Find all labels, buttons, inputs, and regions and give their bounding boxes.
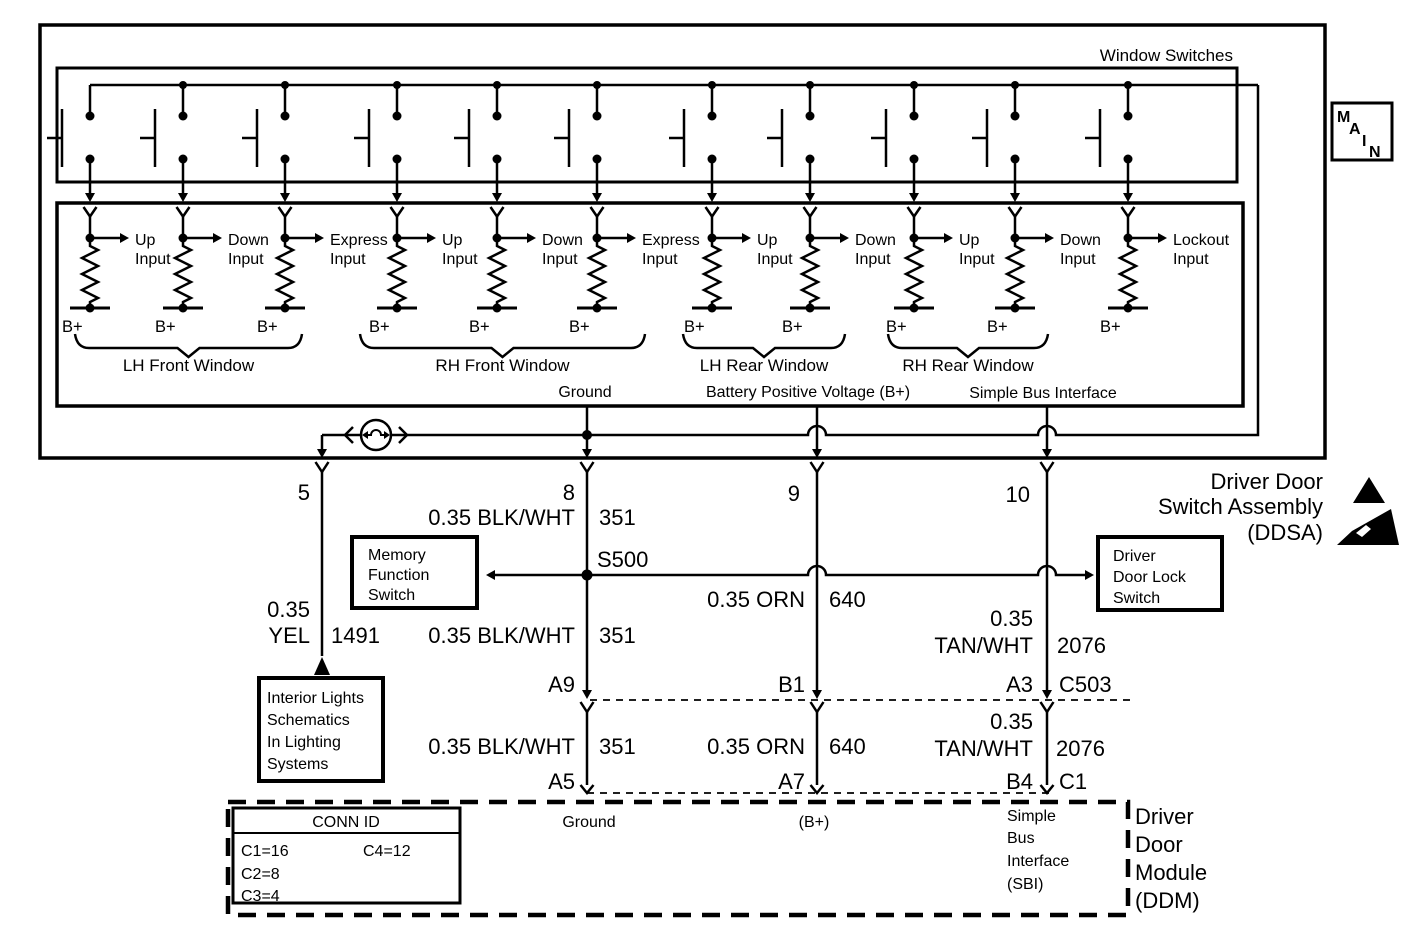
input-arrow-icon [840, 233, 849, 243]
svg-text:Door: Door [1135, 832, 1183, 857]
pin-b1-label: B1 [778, 672, 805, 697]
window-switch-symbol [554, 81, 602, 202]
wire-label: 0.35 BLK/WHT [428, 623, 575, 648]
connector-c503-label: C503 [1059, 672, 1112, 697]
ddsa-name-line3: (DDSA) [1247, 520, 1323, 545]
b-plus-label: B+ [257, 318, 278, 336]
input-label: Input [330, 251, 366, 268]
wire-color: TAN/WHT [934, 736, 1033, 761]
switch-input-cell [987, 207, 1101, 336]
pin-10-label: 10 [1005, 482, 1030, 507]
off-page-arrow-icon [314, 657, 330, 675]
svg-text:C4=12: C4=12 [363, 843, 411, 860]
battery-rail-label: Battery Positive Voltage (B+) [705, 384, 911, 401]
window-switch-symbol [767, 81, 815, 202]
circuit-number: 640 [829, 587, 866, 612]
ddsa-name-line1: Driver Door [1210, 469, 1323, 494]
input-label: Input [642, 251, 678, 268]
ddm-battery-label: (B+) [798, 814, 830, 831]
pin-a5-label: A5 [548, 769, 575, 794]
svg-text:A: A [1349, 121, 1361, 138]
svg-text:C3=4: C3=4 [241, 888, 280, 905]
group-brace [75, 334, 302, 357]
sbi-rail-label: Simple Bus Interface [969, 385, 1117, 402]
circuit-number: 351 [599, 505, 636, 530]
switch-input-cell [1100, 207, 1230, 336]
pin-8-label: 8 [562, 480, 575, 505]
splice-s500-run [486, 566, 1094, 581]
b-plus-label: B+ [369, 318, 390, 336]
svg-text:Door Lock: Door Lock [1113, 569, 1186, 586]
group-label: RH Front Window [435, 356, 570, 375]
input-label: Down [228, 232, 269, 249]
window-switch-symbol [242, 81, 290, 202]
svg-text:Schematics: Schematics [267, 712, 350, 729]
switch-and-input-cells [47, 81, 1230, 375]
resistor-symbol [589, 238, 605, 308]
input-arrow-icon [627, 233, 636, 243]
input-arrow-icon [427, 233, 436, 243]
input-label: Express [330, 232, 388, 249]
svg-text:Driver: Driver [1113, 548, 1156, 565]
svg-text:Bus: Bus [1007, 830, 1035, 847]
group-label: LH Rear Window [699, 356, 829, 375]
svg-text:Interface: Interface [1007, 853, 1070, 870]
svg-text:(DDM): (DDM) [1135, 888, 1200, 913]
input-label: Input [542, 251, 578, 268]
group-label: RH Rear Window [902, 356, 1034, 375]
input-label: Up [757, 232, 778, 249]
resistor-symbol [82, 238, 98, 308]
b-plus-label: B+ [469, 318, 490, 336]
circuit-number: 351 [599, 734, 636, 759]
b-plus-label: B+ [569, 318, 590, 336]
switch-input-cell [257, 207, 388, 336]
ddm-sbi-label [1007, 808, 1069, 893]
splice-s500-dot [582, 570, 593, 581]
group-label: LH Front Window [122, 356, 255, 375]
ddm-name [1135, 804, 1207, 913]
wire-label: 0.35 BLK/WHT [428, 505, 575, 530]
svg-text:(SBI): (SBI) [1007, 876, 1044, 893]
pin-a3-label: A3 [1006, 672, 1033, 697]
conn-id-title: CONN ID [312, 814, 380, 831]
input-label: Express [642, 232, 700, 249]
ground-rail-label: Ground [558, 384, 612, 401]
wire-label: 0.35 ORN [707, 734, 805, 759]
circuit-number: 1491 [331, 623, 380, 648]
resistor-symbol [389, 238, 405, 308]
input-label: Input [442, 251, 478, 268]
input-label: Input [135, 251, 171, 268]
splice-s500-label: S500 [597, 547, 649, 572]
window-switch-symbol [972, 81, 1020, 202]
pin-b4-label: B4 [1006, 769, 1033, 794]
window-switch-symbol [454, 81, 502, 202]
input-arrow-icon [527, 233, 536, 243]
input-label: Input [1060, 251, 1096, 268]
ddsa-name-line2: Switch Assembly [1157, 494, 1323, 519]
svg-text:Switch: Switch [368, 587, 416, 604]
switch-input-cell [684, 207, 793, 336]
b-plus-label: B+ [987, 318, 1008, 336]
switch-input-cell [782, 207, 896, 336]
input-arrow-icon [742, 233, 751, 243]
svg-text:M: M [1337, 109, 1351, 126]
resistor-symbol [906, 238, 922, 308]
pin-c1-label: C1 [1059, 769, 1088, 794]
pin-a9-label: A9 [548, 672, 575, 697]
interior-lights-reference [259, 678, 383, 781]
switch-input-cell [155, 207, 269, 336]
ground-junction-dot [582, 430, 592, 440]
group-brace [360, 334, 645, 357]
svg-text:I: I [1362, 133, 1367, 150]
pin-a7-label: A7 [778, 769, 805, 794]
resistor-symbol [1120, 238, 1136, 308]
input-arrow-icon [944, 233, 953, 243]
wire-size: 0.35 [990, 606, 1033, 631]
ddm-ground-label: Ground [562, 814, 616, 831]
group-brace [683, 334, 845, 357]
b-plus-label: B+ [886, 318, 907, 336]
wire-size: 0.35 [267, 597, 310, 622]
input-label: Up [442, 232, 463, 249]
input-label: Lockout [1173, 232, 1230, 249]
input-label: Input [1173, 251, 1209, 268]
window-switch-symbol [1085, 81, 1133, 202]
svg-text:N: N [1369, 144, 1381, 161]
window-switch-symbol [871, 81, 919, 202]
svg-text:Driver: Driver [1135, 804, 1194, 829]
window-switch-symbol [354, 81, 402, 202]
pin-9-label: 9 [787, 481, 800, 506]
window-switches-label: Window Switches [1099, 46, 1233, 65]
input-arrow-icon [120, 233, 129, 243]
input-label: Up [135, 232, 156, 249]
memory-function-switch [352, 537, 477, 608]
assembly-exit-wires [316, 406, 1054, 472]
conn-id-table [233, 808, 460, 905]
input-label: Input [228, 251, 264, 268]
switch-input-cell [569, 207, 700, 336]
wire-label: 0.35 BLK/WHT [428, 734, 575, 759]
svg-text:Simple: Simple [1007, 808, 1056, 825]
input-label: Up [959, 232, 980, 249]
svg-text:Module: Module [1135, 860, 1208, 885]
svg-text:C1=16: C1=16 [241, 843, 289, 860]
wire-color: YEL [268, 623, 310, 648]
resistor-symbol [489, 238, 505, 308]
input-label: Down [855, 232, 896, 249]
esd-sensitive-icon [1337, 477, 1399, 545]
circuit-number: 640 [829, 734, 866, 759]
b-plus-label: B+ [155, 318, 176, 336]
svg-text:Memory: Memory [368, 547, 426, 564]
switch-input-cell [886, 207, 995, 336]
input-label: Input [959, 251, 995, 268]
svg-text:Systems: Systems [267, 756, 329, 773]
resistor-symbol [1007, 238, 1023, 308]
circuit-number: 2076 [1056, 736, 1105, 761]
input-arrow-icon [1045, 233, 1054, 243]
window-switch-symbol [47, 85, 95, 202]
input-arrow-icon [315, 233, 324, 243]
svg-text:C2=8: C2=8 [241, 866, 280, 883]
wire-label: 0.35 ORN [707, 587, 805, 612]
circuit-number: 2076 [1057, 633, 1106, 658]
svg-text:In Lighting: In Lighting [267, 734, 341, 751]
input-label: Input [855, 251, 891, 268]
b-plus-label: B+ [1100, 318, 1121, 336]
b-plus-label: B+ [62, 318, 83, 336]
resistor-symbol [175, 238, 191, 308]
switch-input-cell [369, 207, 478, 336]
driver-door-lock-switch [1098, 537, 1222, 610]
switch-input-cell [469, 207, 583, 336]
window-switch-symbol [669, 81, 717, 202]
window-switch-symbol [140, 81, 188, 202]
svg-text:Function: Function [368, 567, 430, 584]
resistor-symbol [802, 238, 818, 308]
b-plus-label: B+ [684, 318, 705, 336]
input-arrow-icon [1158, 233, 1167, 243]
main-page-badge [1332, 103, 1392, 161]
circuit-number: 351 [599, 623, 636, 648]
wire-color: TAN/WHT [934, 633, 1033, 658]
b-plus-label: B+ [782, 318, 803, 336]
input-label: Input [757, 251, 793, 268]
svg-text:Interior Lights: Interior Lights [267, 690, 364, 707]
group-brace [888, 334, 1048, 357]
input-label: Down [1060, 232, 1101, 249]
wire-size: 0.35 [990, 709, 1033, 734]
pin-5-label: 5 [297, 480, 310, 505]
input-label: Down [542, 232, 583, 249]
switch-input-cell [62, 207, 171, 336]
resistor-symbol [277, 238, 293, 308]
input-arrow-icon [213, 233, 222, 243]
resistor-symbol [704, 238, 720, 308]
svg-text:Switch: Switch [1113, 590, 1161, 607]
